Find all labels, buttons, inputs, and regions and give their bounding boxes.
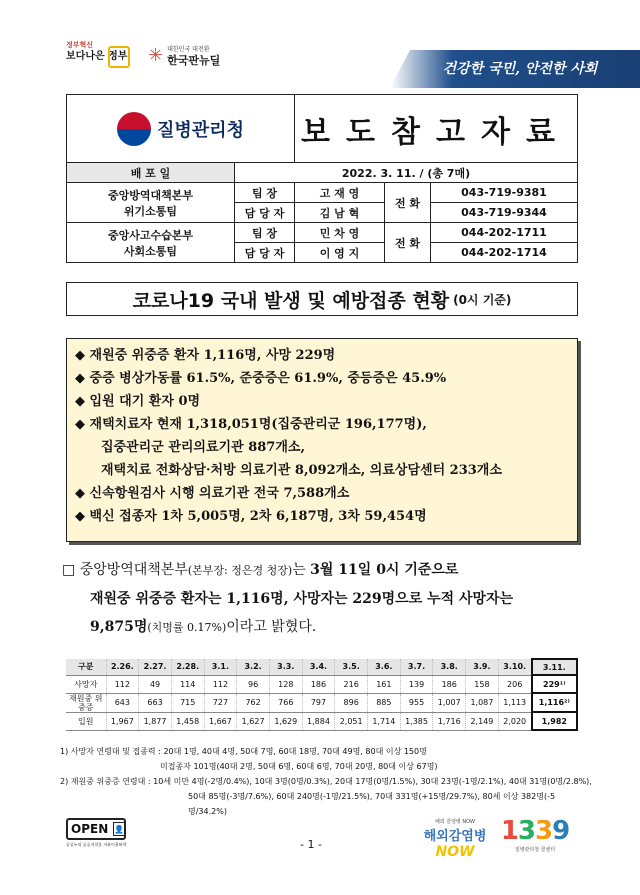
distribution-value: 2022. 3. 11. / (총 7매) bbox=[235, 163, 578, 183]
press-header-table bbox=[66, 94, 578, 263]
table-row: 입원 1,967 1,877 1,458 1,667 1,627 1,629 1,884 2,051 1,714 1,385 1,716 2,149 2,020 1,982 bbox=[66, 712, 577, 730]
footnote-2: 2) 재원중 위중증 연령대 : 10세 미만 4명(-2명/0.4%), 10대 3명(0명/0.3%), 20대 17명(0명/1.5%), 30대 23명(-1명/2.1%), 40대 31명(0명/2.8%), bbox=[60, 777, 592, 786]
role-lead-2: 팀 장 bbox=[235, 223, 295, 243]
contact-phone-3: 044-202-1711 bbox=[431, 223, 578, 243]
press-title: 보도참고자료 bbox=[301, 114, 571, 150]
contact-name-4: 이 영 지 bbox=[295, 243, 385, 263]
footnote-1b: 미접종자 101명(40대 2명, 50대 6명, 60대 6명, 70대 20명, 80대 이상 67명) bbox=[160, 762, 438, 771]
summary-line: ◆ 재원중 위중증 환자 1,116명, 사망 229명 bbox=[75, 348, 336, 363]
summary-line: ◆ 재택치료자 현재 1,318,051명(집중관리군 196,177명), bbox=[75, 417, 427, 432]
table-header-row: 구분 2.26. 2.27. 2.28. 3.1. 3.2. 3.3. 3.4. 3.5. 3.6. 3.7. 3.8. 3.9. 3.10. 3.11. bbox=[66, 659, 577, 675]
hotline-1339-logo: 1339 질병관리청 콜센터 bbox=[500, 816, 570, 853]
agency-name: 질병관리청 bbox=[157, 119, 244, 141]
open-license-logo: OPEN 👤 공공누리 공공저작물 자유이용허락 bbox=[66, 818, 126, 852]
distribution-label: 배 포 일 bbox=[67, 163, 235, 183]
contact-name-3: 민 차 영 bbox=[295, 223, 385, 243]
summary-line: ◆ 백신 접종자 1차 5,005명, 2차 6,187명, 3차 59,454명 bbox=[75, 509, 427, 524]
body-paragraph: □ 중앙방역대책본부(본부장: 정은경 청장)는 3월 11일 0시 기준으로 재원중 위중증 환자는 1,116명, 사망자는 229명으로 누적 사망자는 9,875명(치명률 0.17%)이라고 밝혔다. bbox=[62, 562, 514, 635]
role-staff-1: 담 당 자 bbox=[235, 203, 295, 223]
press-title-cell bbox=[295, 95, 578, 163]
table-row: 사망자 112 49 114 112 96 128 186 216 161 139 186 158 206 229¹⁾ bbox=[66, 675, 577, 693]
footnote-2b: 50대 85명(-3명/7.6%), 60대 240명(-1명/21.5%), 70대 331명(+15명/29.7%), 80세 이상 382명(-5명/34.2%) bbox=[188, 792, 556, 816]
summary-line: ◆ 신속항원검사 시행 의료기관 전국 7,588개소 bbox=[75, 486, 350, 501]
phone-label-2: 전 화 bbox=[385, 223, 431, 263]
summary-line: ◆ 입원 대기 환자 0명 bbox=[75, 394, 201, 409]
top-banner bbox=[0, 0, 640, 92]
star-icon: ✳ bbox=[148, 44, 164, 66]
contact-phone-4: 044-202-1714 bbox=[431, 243, 578, 263]
hotline-number: 1339 bbox=[500, 816, 570, 846]
person-icon: 👤 bbox=[113, 822, 125, 836]
footnote-1: 1) 사망자 연령대 및 접종력 : 20대 1명, 40대 4명, 50대 7명, 60대 18명, 70대 49명, 80대 이상 150명 bbox=[60, 747, 427, 756]
new-deal-logo: ✳ 대한민국 대전환 한국판뉴딜 bbox=[148, 44, 221, 67]
agency-emblem-icon bbox=[117, 112, 151, 146]
phone-label-1: 전 화 bbox=[385, 183, 431, 223]
document-title: 코로나19 국내 발생 및 예방접종 현황 (0시 기준) bbox=[66, 282, 578, 316]
page-number: - 1 - bbox=[300, 838, 322, 851]
summary-line: 재택치료 전화상담·처방 의료기관 8,092개소, 의료상담센터 233개소 bbox=[101, 463, 502, 478]
contact-phone-2: 043-719-9344 bbox=[431, 203, 578, 223]
checkbox-bullet-icon: □ bbox=[62, 562, 76, 578]
org2-cell: 중앙사고수습본부 사회소통팀 bbox=[67, 223, 235, 263]
stats-table bbox=[66, 658, 578, 731]
summary-box bbox=[66, 338, 578, 542]
contact-phone-1: 043-719-9381 bbox=[431, 183, 578, 203]
overseas-infection-logo: 해외 감염병 NOW 해외감염병 NOW bbox=[423, 819, 487, 860]
slogan: 건강한 국민, 안전한 사회 bbox=[442, 61, 598, 77]
summary-line: ◆ 중증 병상가동률 61.5%, 준중증은 61.9%, 중등증은 45.9% bbox=[75, 371, 447, 386]
gov-innovation-logo: 정부혁신 보다나은 정부 bbox=[66, 40, 127, 62]
plus-icon bbox=[108, 46, 130, 68]
footnotes bbox=[60, 744, 590, 819]
contact-name-2: 김 남 혁 bbox=[295, 203, 385, 223]
contact-name-1: 고 재 영 bbox=[295, 183, 385, 203]
org1-cell: 중앙방역대책본부 위기소통팀 bbox=[67, 183, 235, 223]
table-row: 재원중 위중증 643 663 715 727 762 766 797 896 885 955 1,007 1,087 1,113 1,116²⁾ bbox=[66, 693, 577, 712]
role-lead-1: 팀 장 bbox=[235, 183, 295, 203]
agency-cell bbox=[67, 95, 295, 163]
role-staff-2: 담 당 자 bbox=[235, 243, 295, 263]
summary-line: 집중관리군 관리의료기관 887개소, bbox=[101, 440, 305, 455]
